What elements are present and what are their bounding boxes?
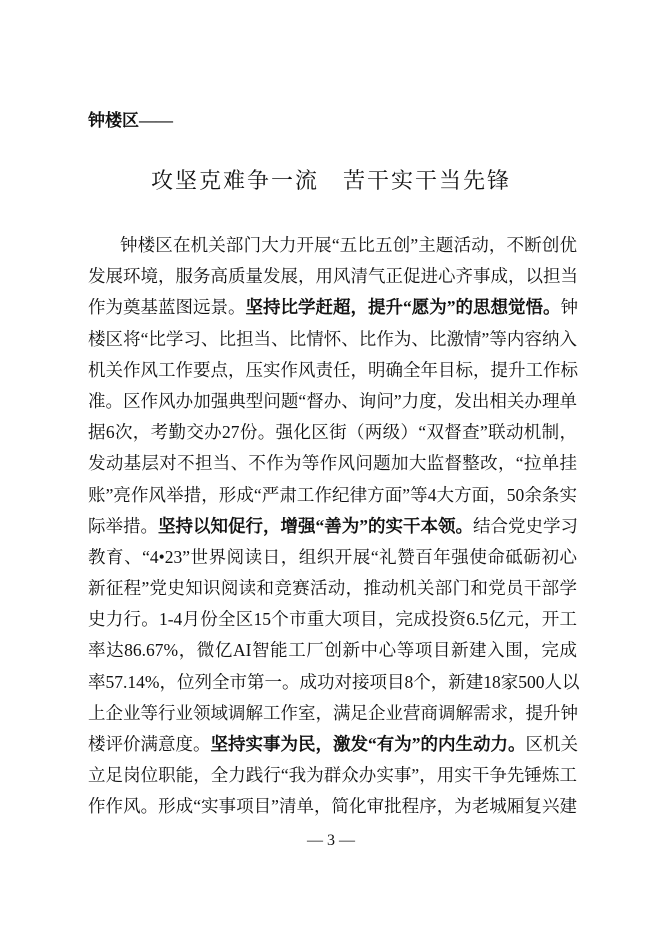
- text-line: [88, 698, 577, 729]
- bold-heading-text: 坚持以知促行，增强“善为”的实干本领。: [158, 515, 473, 536]
- body-text: 机关作风工作要点，压实作风责任，明确全年目标，提升工作标: [88, 359, 578, 380]
- body-text: 区机关: [525, 734, 578, 754]
- body-text: 发展环境，服务高质量发展，用风清气正促进心齐事成，以担当: [88, 266, 578, 287]
- body-text: 新征程”党史知识阅读和竞赛活动，推动机关部门和党员干部学: [88, 578, 577, 599]
- text-line: [88, 604, 577, 635]
- body-text: 钟: [560, 297, 578, 318]
- text-line: [88, 573, 577, 604]
- text-line: [88, 261, 577, 292]
- body-text: 际举措。: [88, 515, 158, 536]
- body-text: 作作风。形成“实事项目”清单，简化审批程序，为老城厢复兴建: [88, 796, 577, 817]
- text-line: [88, 480, 577, 511]
- text-line: [88, 324, 577, 355]
- article-body: [88, 230, 580, 823]
- text-line: [88, 791, 577, 822]
- body-text: 结合党史学习: [473, 515, 578, 536]
- body-text: 率57.14%，位列全市第一。成功对接项目8个，新建18家500人以: [88, 671, 580, 692]
- text-line: [88, 635, 577, 666]
- text-line: [88, 667, 580, 698]
- body-text: 准。区作风办加强典型问题“督办、询问”力度，发出相关办理单: [88, 390, 577, 411]
- article-title: 攻坚克难争一流 苦干实干当先锋: [150, 168, 511, 193]
- body-text: 楼区将“比学习、比担当、比情怀、比作为、比激情”等内容纳入: [88, 328, 577, 349]
- text-line: [88, 417, 577, 448]
- body-text: 账”亮作风举措，形成“严肃工作纪律方面”等4大方面，50余条实: [88, 484, 577, 505]
- page-number: — 3 —: [307, 832, 355, 849]
- text-line: [88, 386, 577, 417]
- body-text: 作为奠基蓝图远景。: [88, 297, 246, 318]
- body-text: 据6次，考勤交办27份。强化区街（两级）“双督查”联动机制，: [88, 422, 577, 443]
- bold-heading-text: 坚持比学赶超，提升“愿为”的思想觉悟。: [245, 297, 561, 318]
- text-line: [88, 355, 577, 386]
- body-text: 发动基层对不担当、不作为等作风问题加大监督整改，“拉单挂: [88, 453, 577, 474]
- text-line: [88, 760, 577, 791]
- bold-heading-text: 坚持实事为民，激发“有为”的内生动力。: [210, 734, 526, 754]
- text-line: [88, 230, 577, 261]
- text-line: [88, 729, 577, 760]
- text-line: [88, 292, 577, 323]
- text-line: [88, 542, 577, 573]
- body-text: 史力行。1-4月份全区15个市重大项目，完成投资6.5亿元，开工: [88, 609, 577, 630]
- text-line: [88, 448, 577, 479]
- body-text: 楼评价满意度。: [88, 734, 211, 754]
- text-line: [88, 511, 577, 542]
- body-text: 上企业等行业领域调解工作室，满足企业营商调解需求，提升钟: [88, 702, 578, 723]
- section-label: 钟楼区——: [88, 111, 173, 130]
- body-text: 立足岗位职能，全力践行“我为群众办实事”，用实干争先锤炼工: [88, 765, 577, 786]
- body-text: 率达86.67%，微亿AI智能工厂创新中心等项目新建入围，完成: [88, 640, 577, 661]
- body-text: 钟楼区在机关部门大力开展“五比五创”主题活动，不断创优: [120, 235, 577, 255]
- body-text: 教育、“4•23”世界阅读日，组织开展“礼赞百年强使命砥砺初心: [88, 546, 577, 567]
